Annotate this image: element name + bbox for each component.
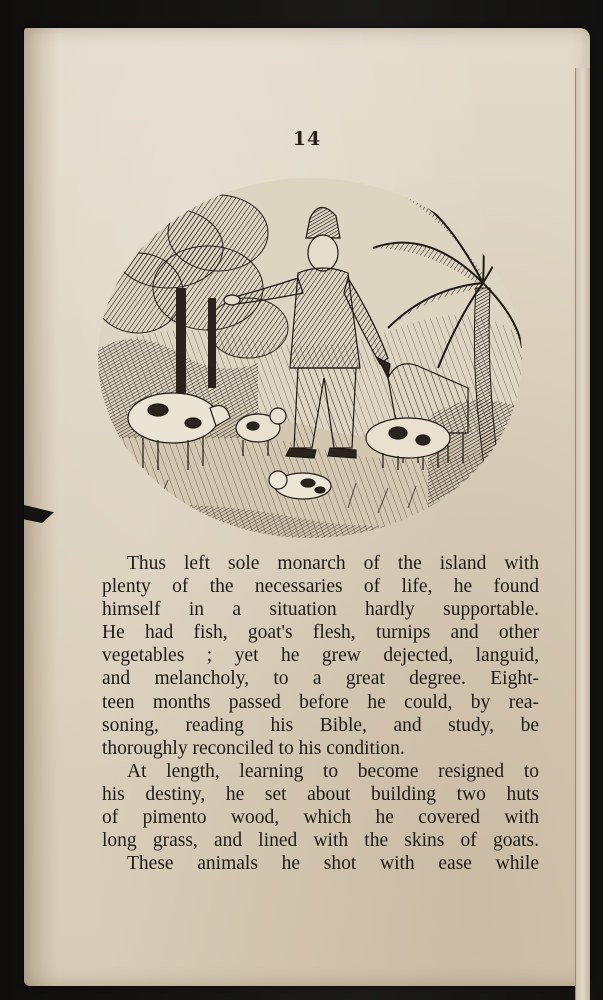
- text-line: plenty of the necessaries of life, he found: [102, 576, 539, 598]
- text-line: his destiny, he set about building two huts: [102, 783, 539, 805]
- text-line: He had fish, goat's flesh, turnips and other: [102, 622, 539, 644]
- book-page: [24, 28, 590, 986]
- text-line: These animals he shot with ease while: [127, 853, 539, 875]
- text-line: himself in a situation hardly supportable.: [102, 599, 539, 621]
- text-line: thoroughly reconciled to his condition.: [102, 737, 405, 759]
- text-line: Thus left sole monarch of the island with: [127, 553, 539, 574]
- text-line: vegetables ; yet he grew dejected, languid,: [102, 645, 539, 667]
- next-page-edge: [575, 68, 590, 1000]
- body-text: [102, 552, 539, 875]
- text-line: At length, learning to become resigned to: [127, 760, 539, 782]
- woodcut-illustration: [98, 178, 522, 544]
- text-line: long grass, and lined with the skins of goats.: [102, 830, 539, 852]
- engraving-image: [98, 178, 522, 544]
- text-line: of pimento wood, which he covered with: [102, 807, 539, 829]
- text-line: and melancholy, to a great degree. Eight-: [102, 668, 539, 690]
- text-line: soning, reading his Bible, and study, be: [102, 714, 539, 736]
- text-line: teen months passed before he could, by rea-: [102, 691, 539, 713]
- page-number: 14: [292, 128, 322, 150]
